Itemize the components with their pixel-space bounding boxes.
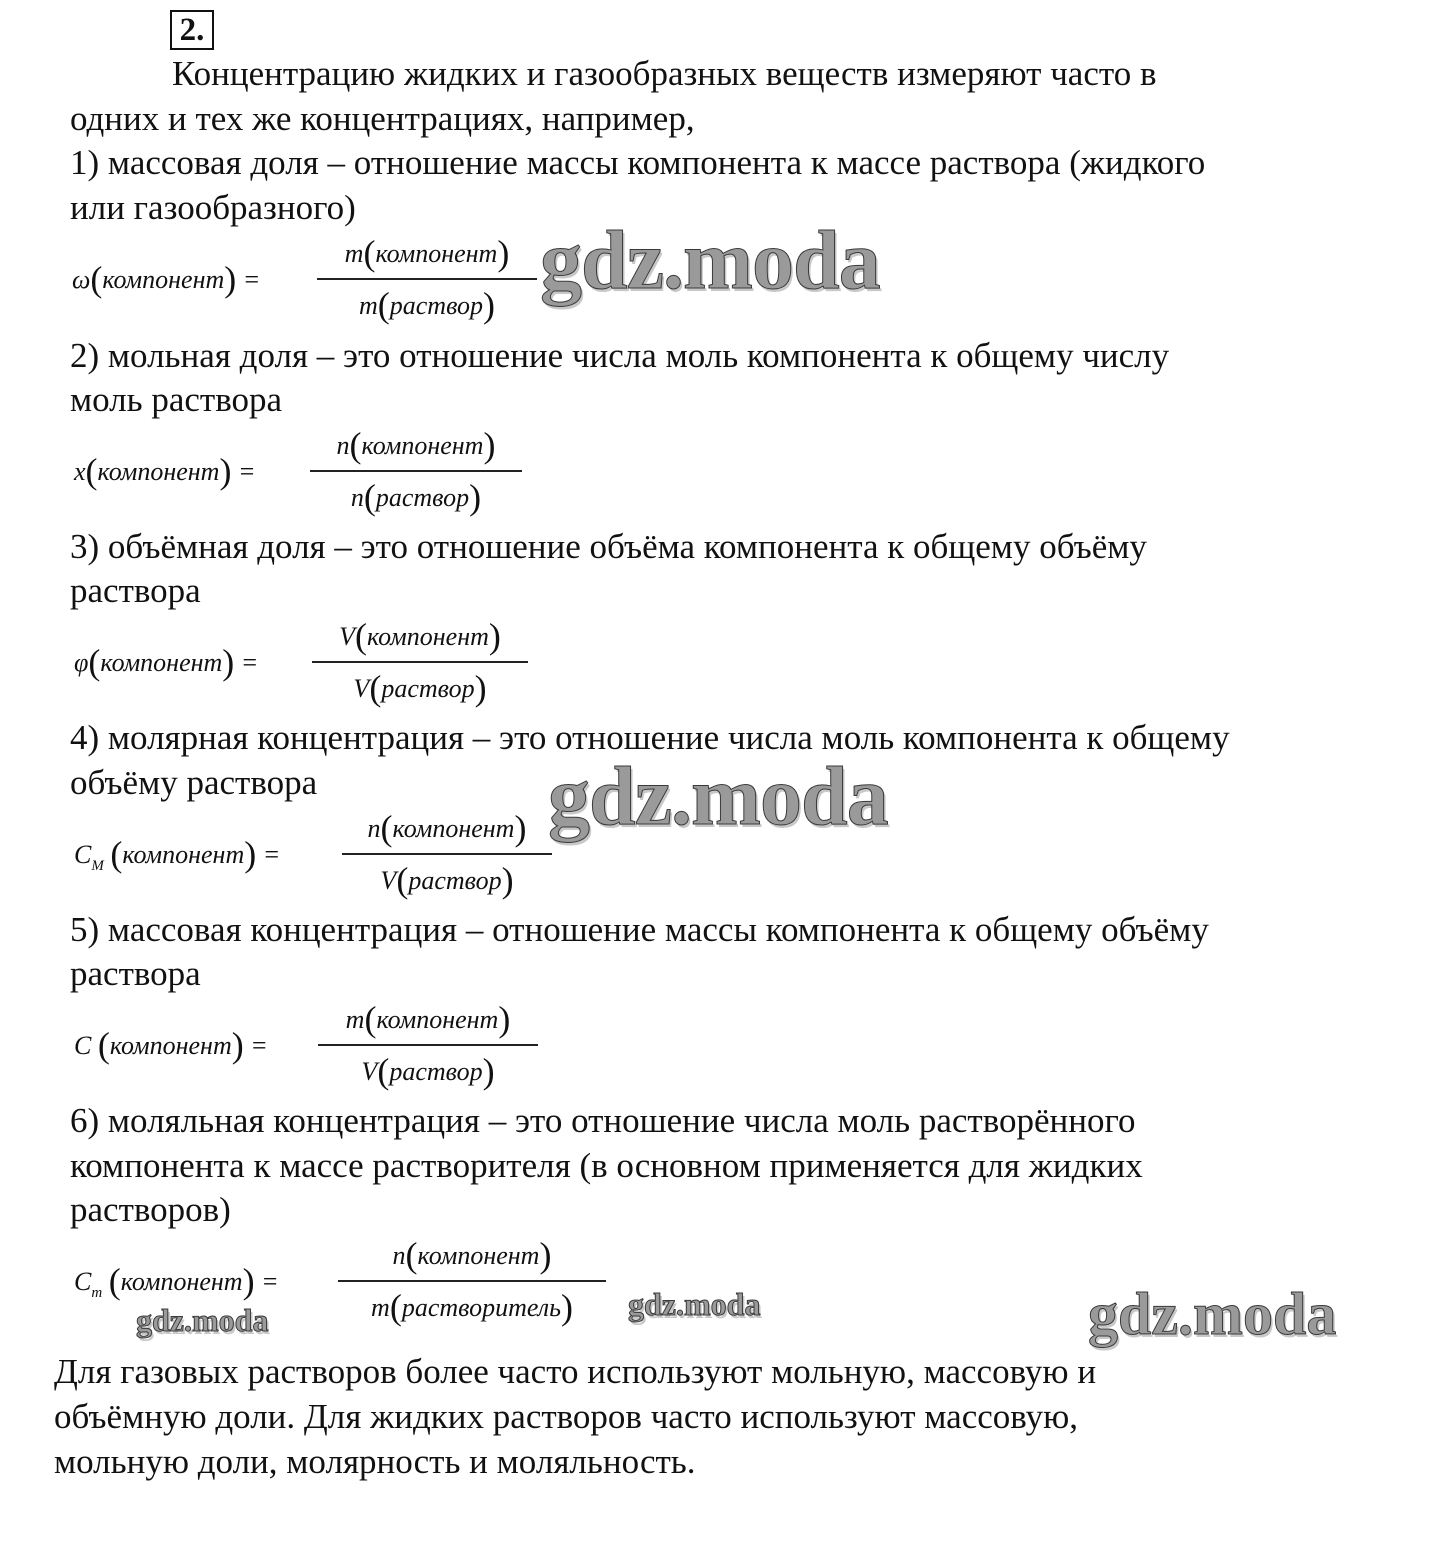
formula-subscript: m [91, 1285, 103, 1301]
watermark: gdz.moda [1088, 1281, 1337, 1347]
item-6-line-2: компонента к массе растворителя (в основном применяется для жидких [70, 1146, 1143, 1185]
item-3-line-1: 3) объёмная доля – это отношение объёма компонента к общему объёму [70, 527, 1147, 566]
item-2-line-1: 2) мольная доля – это отношение числа моль компонента к общему числу [70, 336, 1170, 375]
fraction-bar [310, 470, 522, 472]
formula-molal-concentration: $C_m$ (компонент) = n(компонент) m(растворитель) [74, 1234, 634, 1334]
item-4-line-2: объёму раствора [70, 763, 318, 802]
fraction-bar [312, 661, 528, 663]
denominator-argument: раствор [389, 1057, 483, 1086]
numerator-argument: компонент [367, 622, 489, 651]
item-6-line-3: растворов) [70, 1190, 231, 1229]
watermark: gdz.moda [540, 214, 880, 307]
formula-symbol: ω [72, 265, 91, 294]
numerator-variable: m [344, 239, 364, 268]
denominator-variable: n [350, 483, 364, 512]
denominator-argument: раствор [389, 291, 484, 320]
fraction-bar [338, 1280, 606, 1282]
denominator-variable: m [358, 291, 378, 320]
formula-mass-concentration: C (компонент) = m(компонент) V(раствор) [74, 998, 574, 1098]
formula-argument: компонент [109, 1031, 232, 1060]
item-6-line-1: 6) моляльная концентрация – это отношение числа моль растворённого [70, 1101, 1136, 1140]
item-5-line-1: 5) массовая концентрация – отношение массы компонента к общему объёму [70, 910, 1209, 949]
formula-argument: компонент [122, 840, 245, 869]
denominator-variable: V [361, 1057, 378, 1086]
item-5-line-2: раствора [70, 954, 201, 993]
item-1-line-2: или газообразного) [70, 188, 356, 227]
numerator-argument: компонент [392, 814, 515, 843]
fraction-bar [317, 278, 537, 280]
formula-mole-fraction: x(компонент) = n(компонент) n(раствор) [74, 424, 554, 524]
numerator-argument: компонент [361, 431, 484, 460]
numerator-variable: n [367, 814, 381, 843]
denominator-variable: V [380, 866, 397, 895]
formula-symbol: C [74, 840, 92, 869]
watermark: gdz.moda [136, 1302, 269, 1338]
formula-subscript: M [91, 858, 104, 874]
formula-argument: компонент [120, 1267, 243, 1296]
item-2-line-2: моль раствора [70, 380, 283, 419]
numerator-variable: m [345, 1005, 365, 1034]
conclusion-line-2: объёмную доли. Для жидких растворов часто используют массовую, [54, 1397, 1078, 1436]
conclusion-line-3: мольную доли, молярность и моляльность. [54, 1442, 696, 1481]
formula-symbol: φ [74, 648, 89, 677]
watermark: gdz.moda [628, 1286, 761, 1322]
formula-argument: компонент [97, 457, 220, 486]
denominator-argument: раствор [375, 483, 470, 512]
watermark: gdz.moda [548, 750, 888, 843]
formula-symbol: C [74, 1031, 92, 1060]
fraction-bar [342, 853, 552, 855]
denominator-variable: m [371, 1293, 390, 1322]
denominator-variable: V [353, 674, 370, 703]
numerator-argument: компонент [417, 1241, 540, 1270]
formula-volume-fraction: φ(компонент) = V(компонент) V(раствор) [74, 615, 554, 715]
formula-molar-concentration: $C_M$ (компонент) = n(компонент) V(раствор) [74, 807, 574, 907]
formula-mass-fraction: ω(компонент) = m(компонент) m(раствор) [72, 232, 552, 332]
numerator-variable: V [339, 622, 355, 651]
formula-argument: компонент [102, 265, 225, 294]
denominator-argument: раствор [408, 866, 502, 895]
numerator-variable: n [392, 1241, 406, 1270]
numerator-argument: компонент [375, 239, 498, 268]
conclusion-line-1: Для газовых растворов более часто используют мольную, массовую и [54, 1352, 1097, 1391]
denominator-argument: раствор [381, 674, 475, 703]
numerator-argument: компонент [376, 1005, 499, 1034]
formula-argument: компонент [100, 648, 223, 677]
denominator-argument: растворитель [401, 1293, 561, 1322]
numerator-variable: n [336, 431, 350, 460]
formula-symbol: C [74, 1267, 92, 1296]
item-4-line-1: 4) молярная концентрация – это отношение числа моль компонента к общему [70, 718, 1230, 757]
intro-line-1: Концентрацию жидких и газообразных веществ измеряют часто в [172, 54, 1157, 93]
intro-line-2: одних и тех же концентрациях, например, [70, 99, 695, 138]
item-1-line-1: 1) массовая доля – отношение массы компонента к массе раствора (жидкого [70, 143, 1206, 182]
task-number: 2. [170, 10, 214, 50]
item-3-line-2: раствора [70, 571, 201, 610]
fraction-bar [318, 1044, 538, 1046]
formula-symbol: x [74, 457, 86, 486]
